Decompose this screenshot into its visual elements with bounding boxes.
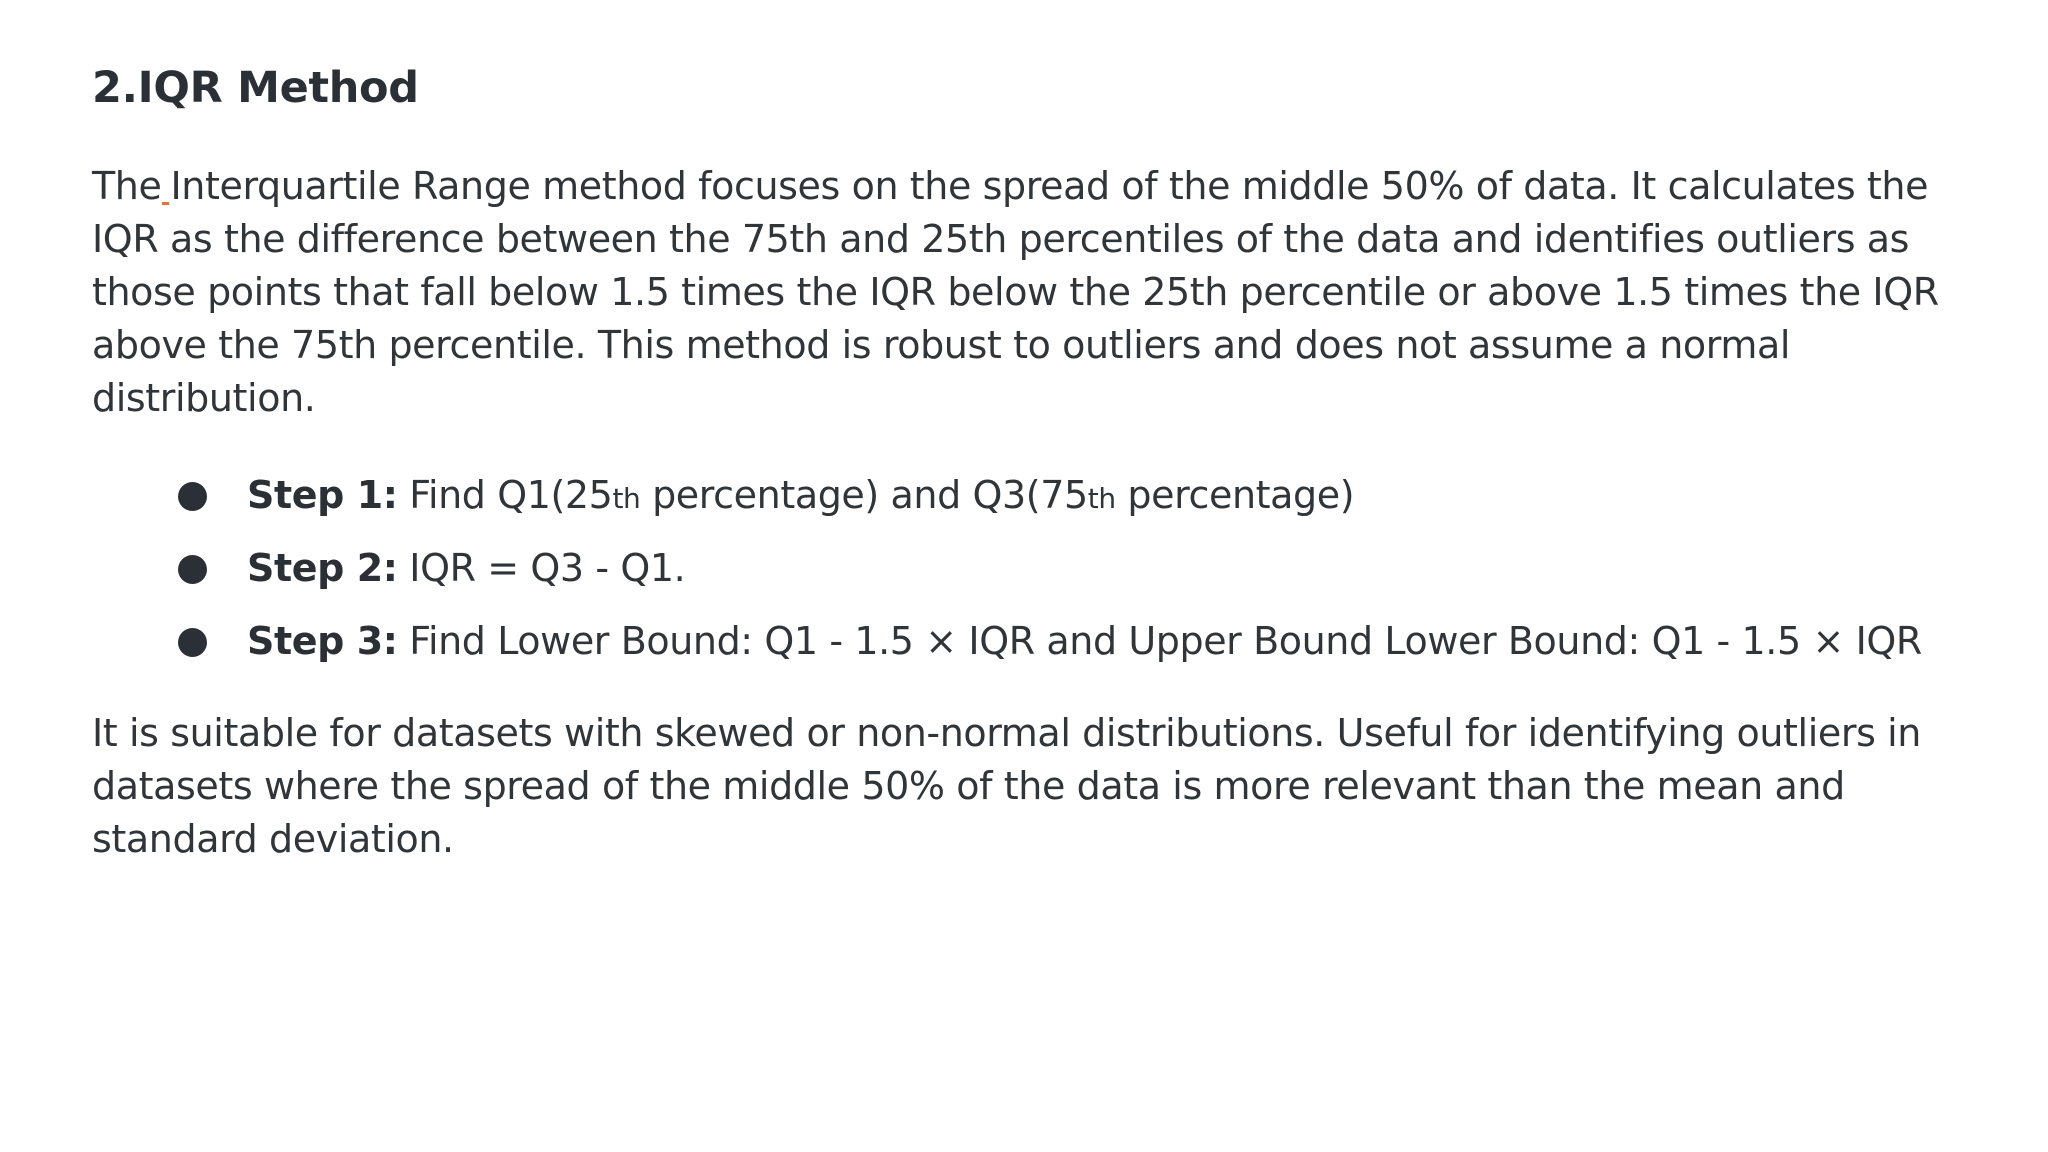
closing-paragraph: It is suitable for datasets with skewed or non-normal distributions. Useful for identifying outliers in datasets where the spread of the middle 50% of the data is more relevant than the mean and standard deviation. xyxy=(92,711,1921,861)
steps-list xyxy=(92,469,1992,667)
step-label: Step 3: xyxy=(247,619,398,663)
step-text: IQR = Q3 - Q1. xyxy=(397,546,686,590)
step-label: Step 1: xyxy=(247,473,398,517)
intro-body-text: Interquartile Range method focuses on the spread of the middle 50% of data. It calculates the IQR as the difference between the 75th and 25th percentiles of the data and identifies outliers as those points that fall below 1.5 times the IQR below the 25th percentile or above 1.5 times the IQR above the 75th percentile. This method is robust to outliers and does not assume a normal distribution. xyxy=(92,164,1939,420)
intro-paragraph xyxy=(92,160,1992,425)
step-text: percentage) and Q3(75 xyxy=(640,473,1088,517)
step-ordinal-suffix: th xyxy=(612,482,641,515)
step-text: Find Q1(25 xyxy=(397,473,613,517)
step-ordinal-suffix: th xyxy=(1087,482,1116,515)
step-text: Find Lower Bound: Q1 - 1.5 × IQR and Upper Bound Lower Bound: Q1 - 1.5 × IQR xyxy=(397,619,1922,663)
step-label: Step 2: xyxy=(247,546,398,590)
document-page xyxy=(92,58,1992,866)
section-heading: 2.IQR Method xyxy=(92,63,419,113)
list-item-step-1 xyxy=(92,469,1992,521)
step-text: percentage) xyxy=(1115,473,1355,517)
list-item-step-3 xyxy=(92,615,1992,667)
intro-lead-text: The xyxy=(92,164,162,208)
bullet-icon xyxy=(178,482,207,511)
text-cursor-marker xyxy=(162,202,169,205)
bullet-icon xyxy=(178,628,207,657)
list-item-step-2 xyxy=(92,542,1992,594)
bullet-icon xyxy=(178,555,207,584)
